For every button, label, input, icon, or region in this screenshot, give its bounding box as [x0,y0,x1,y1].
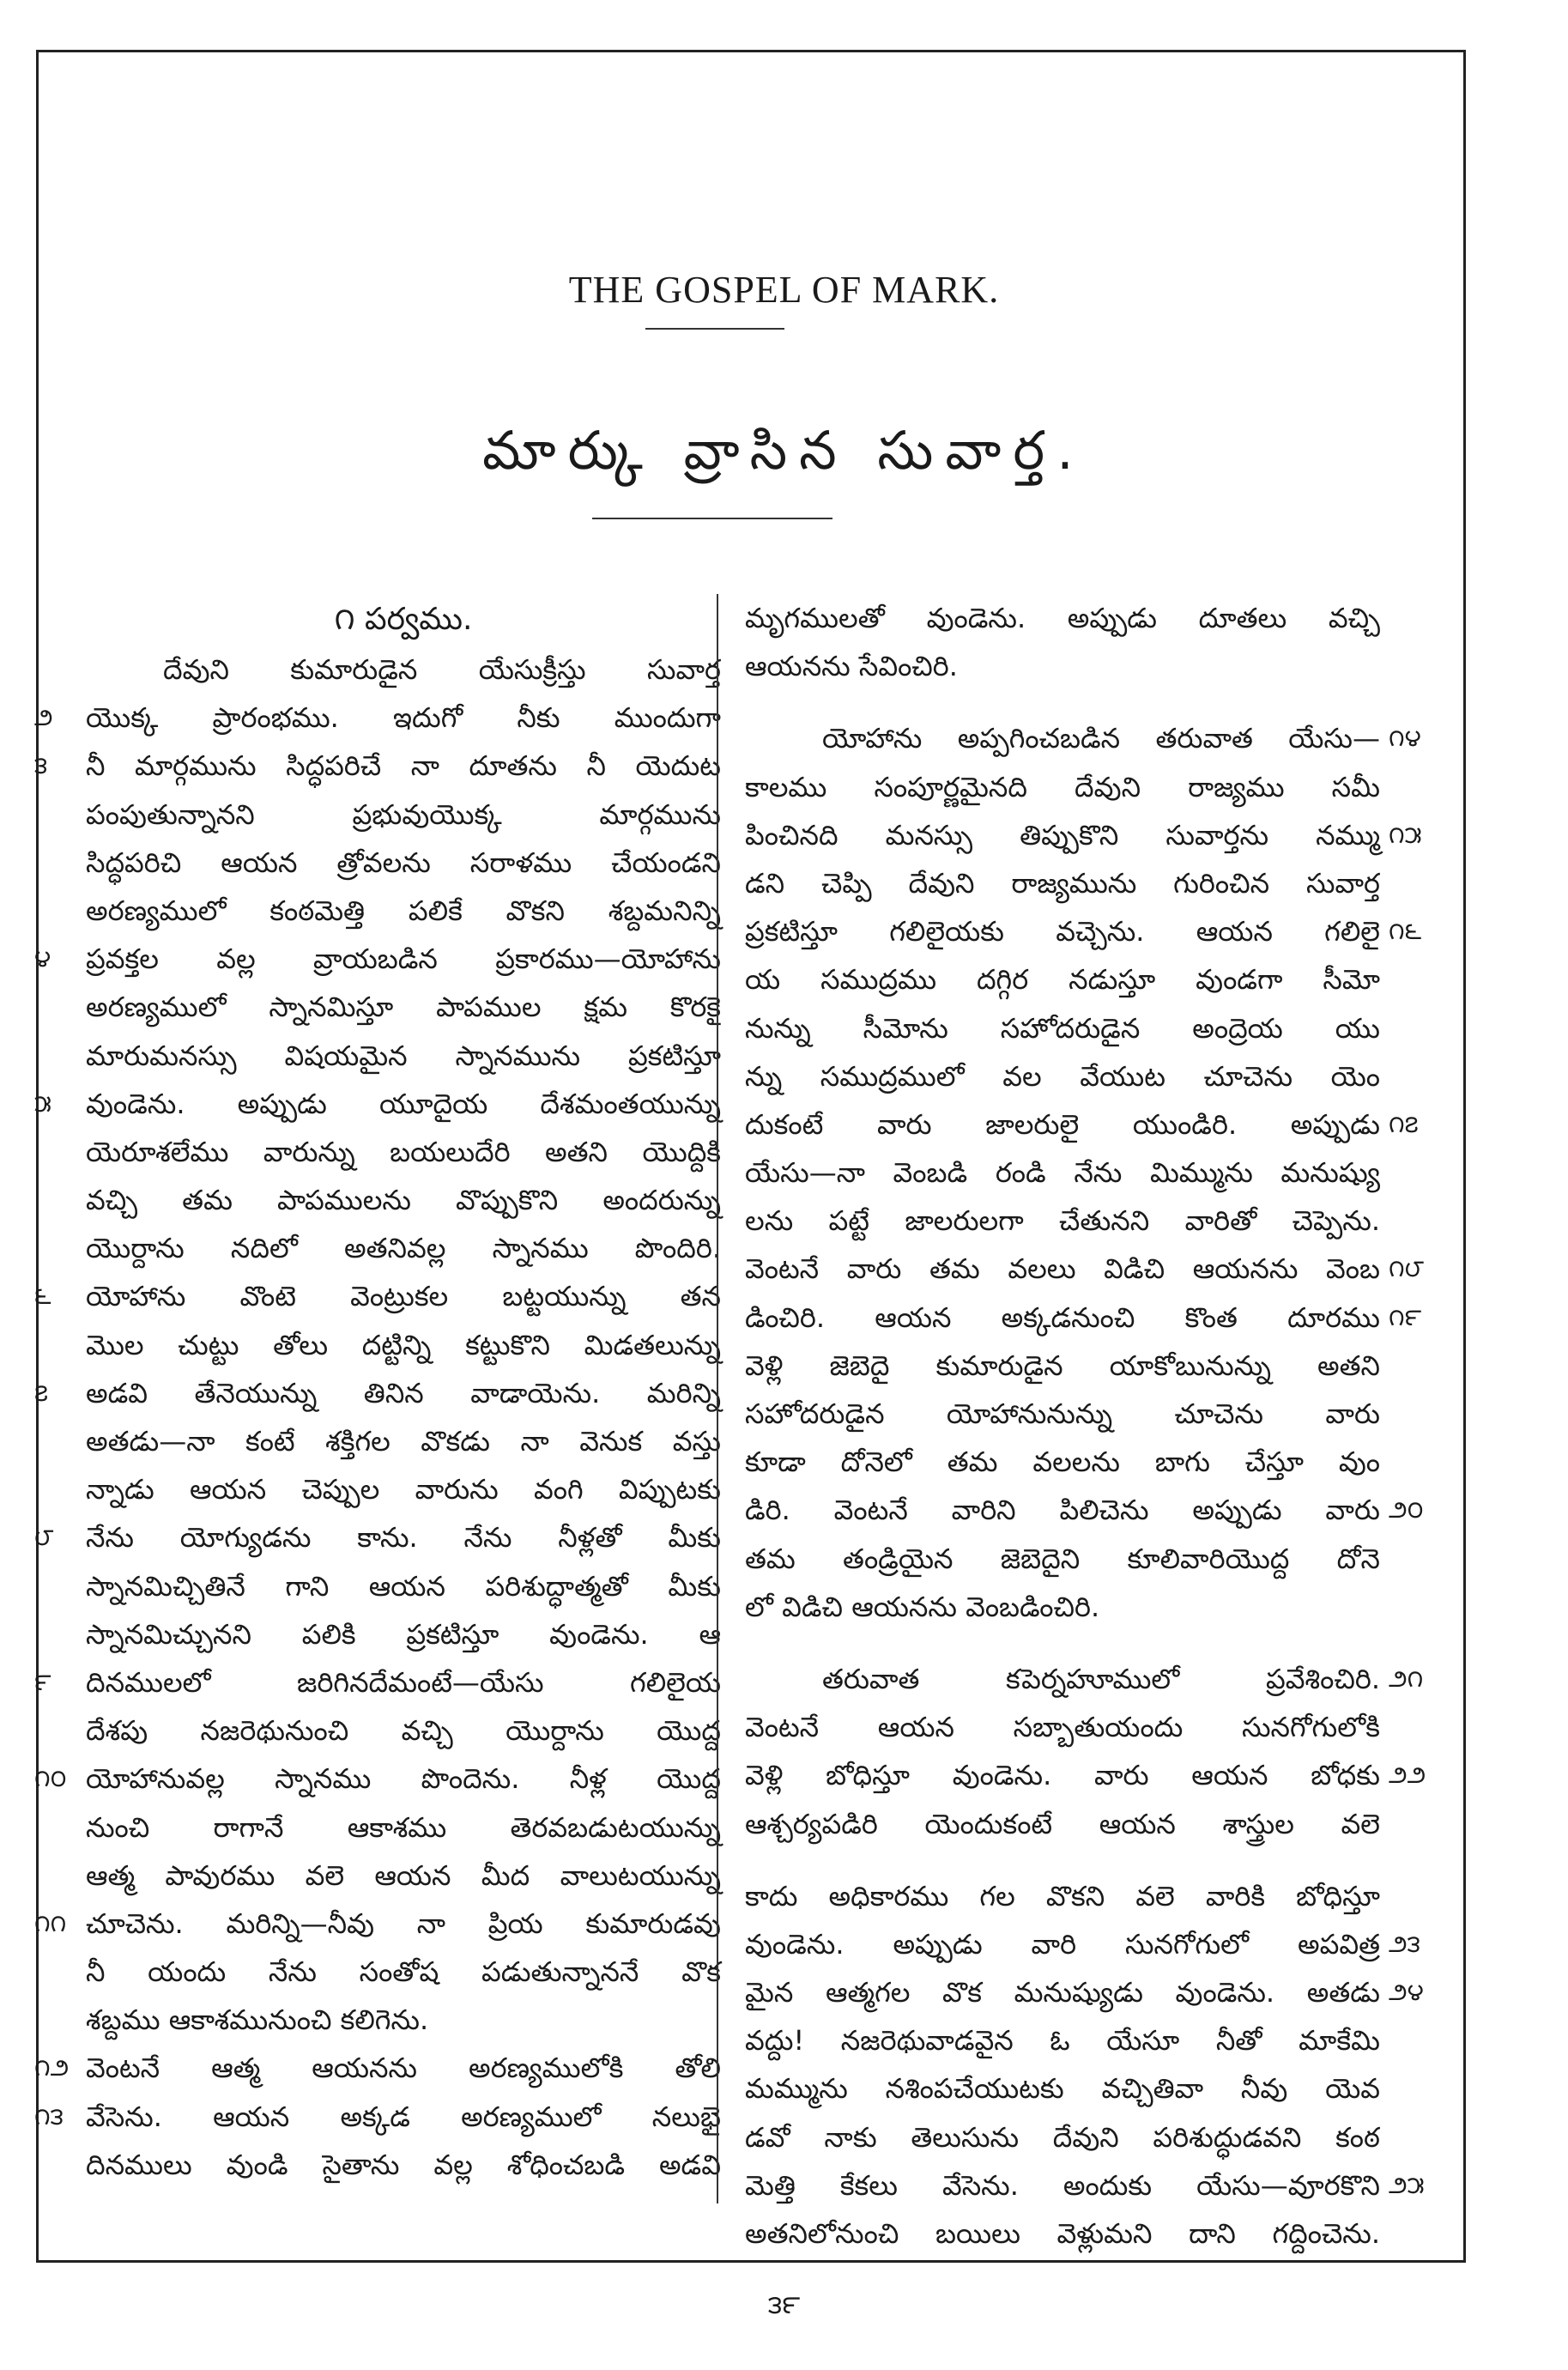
text-line [86,983,721,1031]
line-text: వెళ్లి జెబెదై కుమారుడైన యాకోబునున్ను అతని [745,1349,1380,1382]
text-line [745,1920,1420,1968]
verse-number: ౨౧ [1389,1664,1424,1693]
line-text: కాదు అధికారము గల వొకని వలె వారికి బోధిస్తూ [745,1879,1380,1912]
line-text: స్నానమిచ్చునని పలికి ప్రకటిస్తూ వుండెను. ఆ [86,1617,721,1651]
line-text: నీ యందు నేను సంతోష పడుతున్నాననే వొక [86,1955,721,1989]
line-text: ప్రవక్తల వల్ల వ్రాయబడిన ప్రకారము—యోహాను [86,943,721,976]
line-text: వుండెను. అప్పుడు వారి సునగోగులో అపవిత్ర [745,1927,1380,1961]
text-line [745,1100,1419,1149]
text-line [34,1513,721,1561]
text-line [86,1128,721,1176]
line-text: డని చెప్పి దేవుని రాజ్యమును గురించిన సువార్త [745,866,1380,900]
line-text: యోహాను అప్పగించబడిన తరువాత యేసు— [822,722,1380,755]
line-text: దేవుని కుమారుడైన యేసుక్రీస్తు సువార్త [163,653,721,686]
line-text: వెళ్లి బోధిస్తూ వుండెను. వారు ఆయన బోధకు [745,1759,1380,1792]
verse-number: ౧౦ [34,1764,67,1793]
line-text: శబ్దము ఆకాశమునుంచి కలిగెను. [86,2003,429,2037]
text-line [745,1703,1380,1751]
verse-number: ౧౭ [1389,1109,1419,1138]
text-line [745,2016,1380,2064]
text-line [745,859,1380,907]
text-line [34,1272,721,1320]
text-line [86,1224,721,1272]
line-text: స్నానమిచ్చితినే గాని ఆయన పరిశుద్ధాత్మతో మీకు [86,1569,721,1603]
text-line [34,2093,721,2141]
text-line [34,1658,721,1706]
text-line [34,1369,721,1417]
text-line [86,1706,721,1755]
text-line [745,2113,1380,2161]
line-text: వెంటనే ఆత్మ ఆయనను అరణ్యములోకి తోలి [86,2052,721,2085]
line-text: దుకంటే వారు జాలరులై యుండిరి. అప్పుడు [745,1107,1380,1141]
text-line [745,907,1422,955]
verse-number: ౨౪ [1389,1978,1424,2007]
line-text: సిద్ధపరిచి ఆయన త్రోవలను సరాళము చేయండని [86,846,721,879]
text-line [86,1610,721,1658]
text-line [745,2209,1380,2258]
text-line [86,1852,721,1900]
text-line [745,1052,1380,1100]
telugu-title: మార్కు వ్రాసిన సువార్త. [482,419,1086,482]
text-line [745,1751,1426,1799]
text-line [745,714,1421,762]
english-title: THE GOSPEL OF MARK. [568,269,1000,311]
line-text: చూచెను. మరిన్ని—నీవు నా ప్రియ కుమారుడవు [86,1906,721,1940]
text-line [745,1968,1424,2016]
title-divider-bottom [592,518,832,519]
text-line [34,935,721,983]
text-line [86,1032,721,1080]
verse-number: ౧౩ [34,2101,64,2131]
text-line [86,1562,721,1610]
text-line [745,594,1380,642]
line-text: లను పట్టే జాలరులగా చేతునని వారితో చెప్పెను. [745,1204,1380,1238]
text-line [86,839,721,887]
line-text: మారుమనస్సు విషయమైన స్నానమును ప్రకటిస్తూ [86,1039,721,1072]
text-line [86,791,721,839]
verse-number: ౧౯ [1389,1302,1422,1331]
text-line [745,1438,1380,1486]
text-line [745,1149,1380,1197]
verse-number: ౧౪ [1389,724,1421,753]
line-text: కూడా దోనెలో తమ వలలను బాగు చేస్తూ వుం [745,1446,1380,1479]
verse-number: ౫ [34,1088,51,1118]
verse-number: ౨ [34,703,53,732]
line-text: పంపుతున్నానని ప్రభువుయొక్క మార్గమును [86,797,721,831]
line-text: మొల చుట్టు తోలు దట్టిన్ని కట్టుకొని మిడతలున్ను [86,1328,721,1361]
line-text: ఆశ్చర్యపడిరి యెందుకంటే ఆయన శాస్త్రుల వలె [745,1807,1380,1840]
line-text: నున్ను సీమోను సహోదరుడైన అంద్రెయ యు [745,1011,1380,1045]
line-text: కాలము సంపూర్ణమైనది దేవుని రాజ్యము సమీ [745,770,1380,803]
line-text: నీ మార్గమును సిద్ధపరిచే నా దూతను నీ యెదుట [86,749,721,783]
line-text: వెంటనే ఆయన సబ్బాతుయందు సునగోగులోకి [745,1711,1380,1744]
verse-number: ౧౨ [34,2053,70,2082]
text-line [34,1900,721,1948]
text-line [86,887,721,935]
text-line [745,1004,1380,1052]
title-divider-top [645,328,784,330]
line-text: ఆత్మ పావురము వలె ఆయన మీద వాలుటయున్ను [86,1858,721,1892]
verse-number: ౮ [34,1523,54,1552]
right-text-column [745,594,1426,2258]
line-text: న్ను సముద్రములో వల వేయుట చూచెను యెం [745,1059,1380,1093]
line-text: యోహాను వొంటె వెంట్రుకల బట్టయున్ను తన [86,1280,721,1313]
verse-number: ౪ [34,944,51,973]
verse-number: ౬ [34,1282,51,1311]
line-text: దినములలో జరిగినదేమంటే—యేసు గలిలైయ [86,1665,721,1699]
line-text: యెరూశలేము వారున్ను బయలుదేరి అతని యొద్దికి [86,1135,721,1168]
text-line [86,2141,721,2189]
line-text: వుండెను. అప్పుడు యూదైయ దేశమంతయున్ను [86,1087,721,1120]
verse-number: ౨౫ [1389,2170,1425,2199]
text-line [34,694,721,742]
line-text: సహోదరుడైన యోహానునున్ను చూచెను వారు [745,1397,1380,1430]
text-line [34,2044,721,2092]
line-text: నుంచి రాగానే ఆకాశము తెరవబడుటయున్ను [86,1810,721,1844]
text-line [745,1583,1380,1631]
column-divider [717,594,718,2203]
line-text: మెత్తి కేకలు వేసెను. అందుకు యేసు—వూరకొని [745,2168,1380,2202]
text-line [34,1755,721,1803]
line-text: డవో నాకు తెలుసును దేవుని పరిశుద్ధుడవని కంఠ [745,2120,1380,2154]
text-line [745,1800,1380,1848]
verse-number: ౩ [34,751,48,780]
text-line [745,1486,1424,1534]
line-text: యోహానువల్ల స్నానము పొందెను. నీళ్ల యొద్ద [86,1762,721,1796]
text-line [86,1948,721,1996]
line-text: దినములు వుండి సైతాను వల్ల శోధించబడి అడవి [86,2148,721,2181]
line-text: దేశపు నజరెథునుంచి వచ్చి యొర్దాను యొద్ద [86,1714,721,1748]
text-line [745,2064,1380,2112]
line-text: వెంటనే వారు తమ వలలు విడిచి ఆయనను వెంబ [745,1252,1380,1286]
line-text: వద్దు! నజరెథువాడవైన ఓ యేసూ నీతో మాకేమి [745,2024,1380,2058]
verse-number: ౧౧ [34,1908,67,1937]
verse-number: ౨౨ [1389,1761,1426,1790]
text-line [86,1321,721,1369]
line-text: డించిరి. ఆయన అక్కడనుంచి కొంత దూరము [745,1300,1380,1334]
chapter-heading: ౧ పర్వము. [334,602,473,637]
text-line [86,646,721,694]
left-text-column [34,594,721,2189]
line-text: మృగములతో వుండెను. అప్పుడు దూతలు వచ్చి [745,602,1380,634]
line-text: అడవి తేనెయున్ను తినిన వాడాయెను. మరిన్ని [86,1376,721,1409]
page-number: ౩౯ [767,2290,801,2320]
line-text: వేసెను. ఆయన అక్కడ అరణ్యములో నలుభై [86,2100,721,2133]
text-line [745,642,1380,690]
verse-number: ౨౦ [1389,1495,1424,1524]
text-line [745,763,1380,811]
line-text: లో విడిచి ఆయనను వెంబడించిరి. [745,1590,1100,1623]
line-text: య సముద్రము దగ్గిర నడుస్తూ వుండగా సీమో [745,963,1380,997]
line-text: వచ్చి తమ పాపములను వొప్పుకొని అందరున్ను [86,1184,721,1217]
text-line [34,1080,721,1128]
text-line [745,1245,1425,1293]
line-text: ప్రకటిస్తూ గలిలైయకు వచ్చెను. ఆయన గలిలై [745,915,1380,949]
text-line [34,742,721,790]
text-line [745,1390,1380,1438]
verse-number: ౧౮ [1389,1254,1425,1283]
text-line [745,1655,1424,1703]
text-line [745,1872,1380,1920]
line-text: డిరి. వెంటనే వారిని పిలిచెను అప్పుడు వారు [745,1494,1380,1527]
line-text: అతడు—నా కంటే శక్తిగల వొకడు నా వెనుక వస్తు [86,1425,721,1458]
verse-number: ౧౬ [1389,917,1422,946]
line-text: మైన ఆత్మగల వొక మనుష్యుడు వుండెను. అతడు [745,1976,1380,2009]
line-text: ఆయనను సేవించిరి. [745,650,958,683]
line-text: యొక్క ప్రారంభము. ఇదుగో నీకు ముందుగా [86,701,721,735]
line-text: తరువాత కపెర్నహూములో ప్రవేశించిరి. [822,1662,1380,1695]
verse-number: ౯ [34,1667,51,1696]
text-line [86,1996,721,2044]
text-line [86,1465,721,1513]
text-line [745,955,1380,1003]
line-text: నేను యోగ్యుడను కాను. నేను నీళ్లతో మీకు [86,1521,721,1555]
text-line [745,2161,1425,2209]
verse-number: ౭ [34,1378,49,1407]
line-text: అరణ్యములో స్నానమిస్తూ పాపముల క్షమ కొరకై [86,991,721,1024]
line-text: యేసు—నా వెంబడి రండి నేను మిమ్మును మనుష్యు [745,1156,1380,1190]
verse-number: ౨౩ [1389,1929,1420,1958]
line-text: అరణ్యములో కంఠమెత్తి పలికే వొకని శబ్దమనిన్ని [86,894,721,927]
line-text: మమ్మును నశింపచేయుటకు వచ్చితివా నీవు యెవ [745,2072,1380,2106]
text-line [86,1176,721,1224]
text-line [745,811,1422,859]
line-text: అతనిలోనుంచి బయిలు వెళ్లుమని దాని గద్దించెను. [745,2217,1380,2250]
text-line [745,1342,1380,1390]
line-text: న్నాడు ఆయన చెప్పుల వారును వంగి విప్పుటకు [86,1473,721,1506]
text-line [745,1197,1380,1245]
text-line [86,1803,721,1852]
verse-number: ౧౫ [1389,820,1422,849]
text-line [86,1417,721,1465]
line-text: తమ తండ్రియైన జెబెదైని కూలివారియొద్ద దోనె [745,1542,1380,1575]
line-text: యొర్దాను నదిలో అతనివల్ల స్నానము పొందిరి. [86,1232,721,1265]
text-line [745,1535,1380,1583]
line-text: పించినది మనస్సు తిప్పుకొని సువార్తను నమ్ము [745,818,1380,852]
text-line [745,1294,1422,1342]
